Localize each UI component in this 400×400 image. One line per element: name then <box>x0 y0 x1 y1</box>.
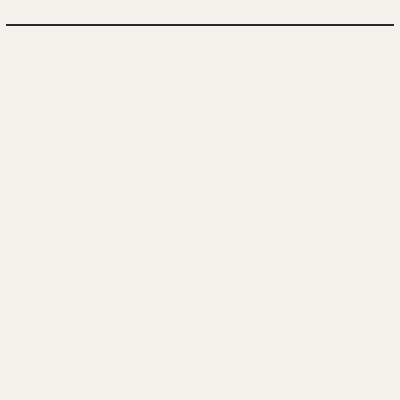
article-dateline <box>6 30 394 46</box>
article-body <box>6 49 394 400</box>
article-headline <box>6 2 394 26</box>
